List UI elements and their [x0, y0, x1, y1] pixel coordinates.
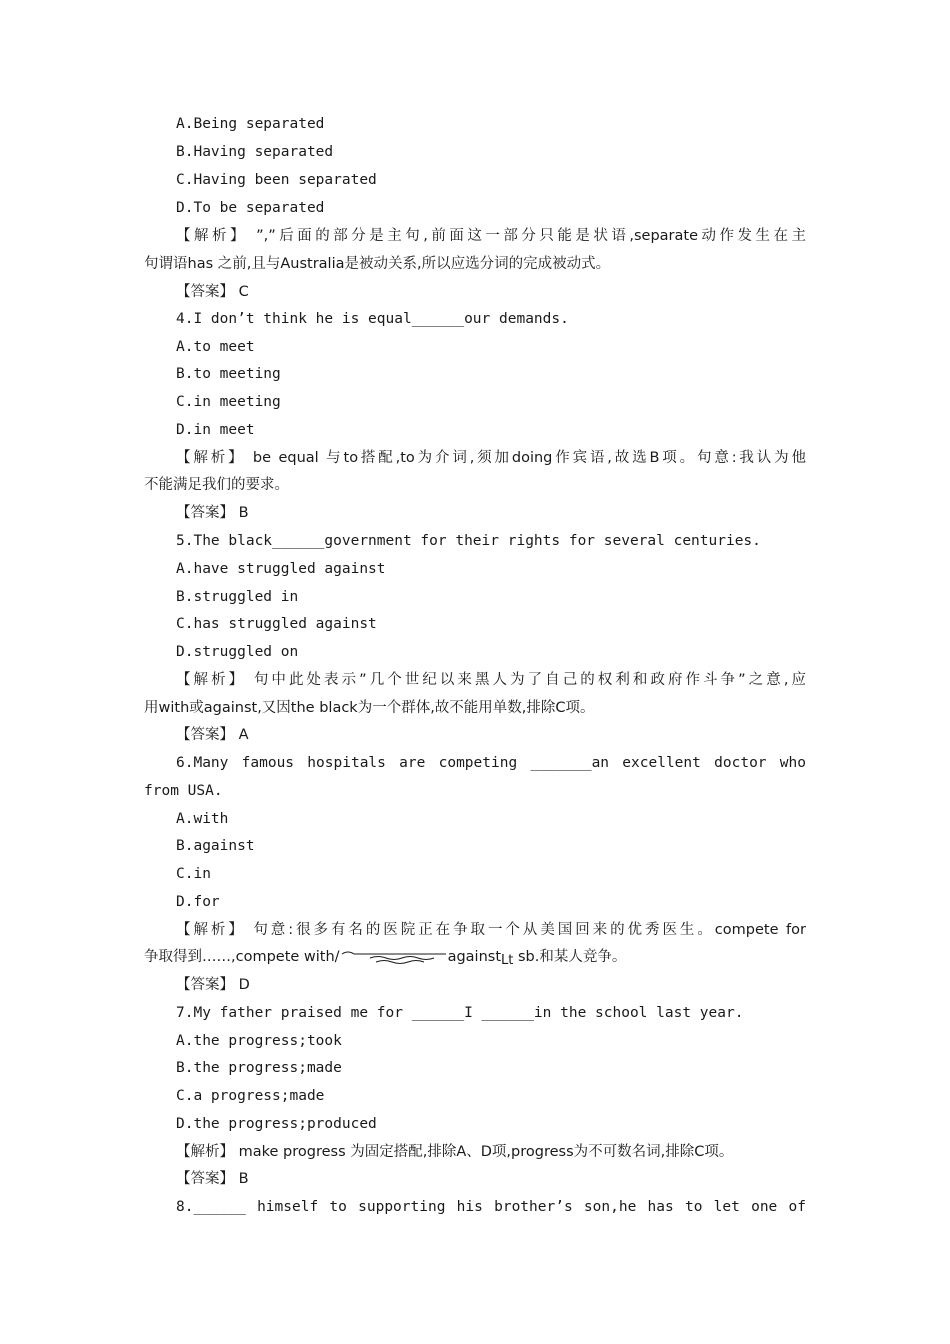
explanation-text: against	[447, 949, 502, 965]
option-a: A.to meet	[176, 339, 255, 355]
answer-line: 【答案】 B	[176, 505, 249, 521]
answer-line: 【答案】 A	[176, 727, 249, 743]
question-4: 4.I don’t think he is equal______our demands.	[176, 311, 569, 327]
answer-line: 【答案】 D	[176, 977, 250, 993]
option-c: C.in	[176, 866, 211, 882]
option-a: A.have struggled against	[176, 561, 386, 577]
option-a: A.the progress;took	[176, 1033, 342, 1049]
explanation-line: 不能满足我们的要求。	[144, 477, 289, 493]
explanation-line: 【解析】 句中此处表示”几个世纪以来黑人为了自己的权利和政府作斗争”之意,应	[176, 672, 806, 688]
question-6-continued: from USA.	[144, 783, 223, 799]
explanation-line: 【解析】 ”,”后面的部分是主句,前面这一部分只能是状语,separate动作发生在主	[176, 228, 806, 244]
option-c: C.in meeting	[176, 394, 281, 410]
explanation-line: 【解析】 make progress 为固定搭配,排除A、D项,progress为不可数名词,排除C项。	[176, 1144, 734, 1160]
option-a: A.Being separated	[176, 116, 325, 132]
explanation-text: 争取得到……,compete with/	[144, 949, 340, 965]
option-d: D.the progress;produced	[176, 1116, 377, 1132]
option-b: B.struggled in	[176, 589, 299, 605]
option-b: B.the progress;made	[176, 1060, 342, 1076]
option-c: C.Having been separated	[176, 172, 377, 188]
explanation-line: 句谓语has 之前,且与Australia是被动关系,所以应选分词的完成被动式。	[144, 256, 611, 272]
option-c: C.has struggled against	[176, 616, 377, 632]
option-d: D.To be separated	[176, 200, 325, 216]
option-a: A.with	[176, 811, 229, 827]
answer-line: 【答案】 C	[176, 284, 249, 300]
option-b: B.to meeting	[176, 366, 281, 382]
question-7: 7.My father praised me for ______I ______in the school last year.	[176, 1005, 744, 1021]
explanation-line: 用with或against,又因the black为一个群体,故不能用单数,排除C项。	[144, 700, 595, 716]
option-d: D.struggled on	[176, 644, 299, 660]
explanation-line: 【解析】 句意:很多有名的医院正在争取一个从美国回来的优秀医生。compete for	[176, 922, 806, 938]
explanation-text: sb.和某人竞争。	[513, 949, 627, 965]
stray-mark: Lt	[501, 953, 514, 968]
answer-line: 【答案】 B	[176, 1171, 249, 1187]
option-b: B.against	[176, 838, 255, 854]
option-b: B.Having separated	[176, 144, 334, 160]
option-d: D.for	[176, 894, 220, 910]
wavy-mark-icon	[340, 948, 448, 966]
option-c: C.a progress;made	[176, 1088, 325, 1104]
option-d: D.in meet	[176, 422, 255, 438]
question-5: 5.The black______government for their rights for several centuries.	[176, 533, 761, 549]
question-8: 8.______ himself to supporting his brother’s son,he has to let one of	[176, 1199, 806, 1215]
explanation-line: 【解析】 be equal 与to搭配,to为介词,须加doing作宾语,故选B项。句意:我认为他	[176, 450, 806, 466]
explanation-line	[144, 947, 626, 967]
question-6: 6.Many famous hospitals are competing _______an excellent doctor who	[176, 755, 806, 771]
